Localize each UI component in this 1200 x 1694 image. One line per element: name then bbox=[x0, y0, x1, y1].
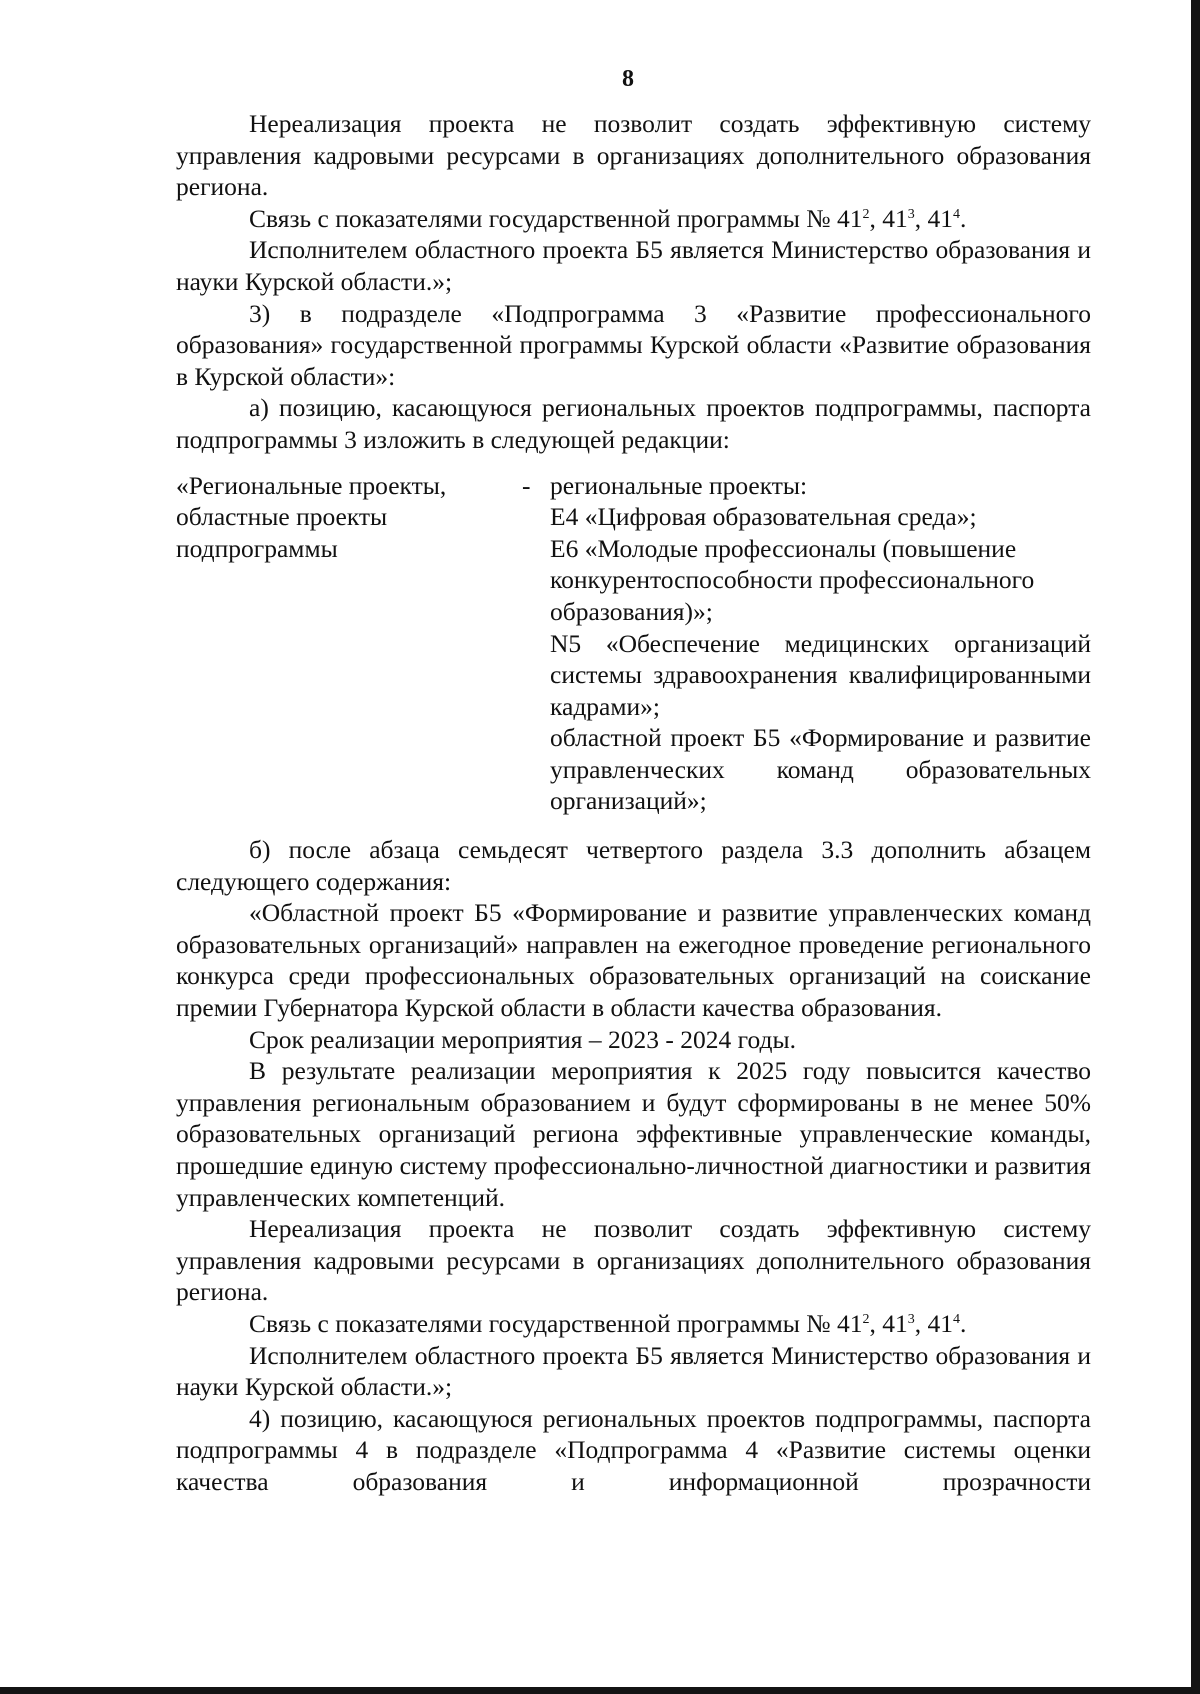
indicators-text: , 41 bbox=[914, 203, 954, 233]
passport-dash: - bbox=[522, 470, 531, 500]
paragraph-nonimplementation: Нереализация проекта не позволит создать эффективную систему управления кадровыми ресурсами в организациях дополнительного образования региона. bbox=[176, 109, 1091, 202]
superscript: 2 bbox=[862, 206, 870, 222]
paragraph-executor-2: Исполнителем областного проекта Б5 является Министерство образования и науки Курской области.»; bbox=[176, 1340, 1091, 1402]
indicators-text: Связь с показателями государственной программы № 41 bbox=[249, 203, 863, 233]
indicators-text: , 41 bbox=[869, 203, 908, 233]
paragraph-nonimplementation-2: Нереализация проекта не позволит создать эффективную систему управления кадровыми ресурсами в организациях дополнительного образования региона. bbox=[176, 1214, 1091, 1307]
passport-line: Е6 «Молодые профессионалы (повышение конкурентоспособности профессионального образования)»; bbox=[550, 533, 1035, 626]
paragraph-project-b5: «Областной проект Б5 «Формирование и развитие управленческих команд образовательных организаций» направлен на ежегодное проведение регионального конкурса среди профессиональных образовательных организаций на соискание премии Губернатора Курской области в области качества образования. bbox=[176, 898, 1091, 1023]
superscript: 4 bbox=[953, 1311, 961, 1327]
paragraph-item-4: 4) позицию, касающуюся региональных проектов подпрограммы, паспорта подпрограммы 4 в подразделе «Подпрограмма 4 «Развитие системы оценки качества образования и информационной прозрачности bbox=[176, 1403, 1091, 1496]
paragraph-item-b: б) после абзаца семьдесят четвертого раздела 3.3 дополнить абзацем следующего содержания: bbox=[176, 835, 1091, 896]
scan-right-edge bbox=[1191, 0, 1200, 1694]
paragraph-result: В результате реализации мероприятия к 2025 году повысится качество управления региональным образованием и будут сформированы в не менее 50% образовательных организаций региона эффективные управленческие команды, прошедшие единую систему профессионально-личностной диагностики и развития управленческих компетенций. bbox=[176, 1056, 1091, 1212]
paragraph-deadline: Срок реализации мероприятия – 2023 - 2024 годы. bbox=[249, 1024, 796, 1054]
indicators-text: , 41 bbox=[869, 1308, 908, 1338]
passport-line: областной проект Б5 «Формирование и развитие управленческих команд образовательных организаций»; bbox=[550, 723, 1091, 816]
passport-left-cell: «Региональные проекты, областные проекты подпрограммы bbox=[176, 470, 447, 563]
superscript: 3 bbox=[907, 1311, 915, 1327]
passport-right-cell bbox=[550, 470, 1091, 818]
passport-line: Е4 «Цифровая образовательная среда»; bbox=[550, 502, 977, 532]
indicators-text: . bbox=[960, 203, 967, 233]
indicators-text: Связь с показателями государственной программы № 41 bbox=[249, 1308, 863, 1338]
indicators-text: , 41 bbox=[914, 1308, 954, 1338]
page-number: 8 bbox=[622, 66, 634, 92]
passport-table bbox=[176, 470, 1091, 818]
superscript: 4 bbox=[953, 206, 961, 222]
superscript: 2 bbox=[862, 1311, 870, 1327]
passport-line: N5 «Обеспечение медицинских организаций системы здравоохранения квалифицированными кадрами»; bbox=[550, 628, 1091, 721]
paragraph-executor: Исполнителем областного проекта Б5 является Министерство образования и науки Курской области.»; bbox=[176, 235, 1091, 296]
paragraph-indicators bbox=[176, 203, 1091, 235]
paragraph-item-a: а) позицию, касающуюся региональных проектов подпрограммы, паспорта подпрограммы 3 изложить в следующей редакции: bbox=[176, 393, 1091, 454]
paragraph-indicators-2 bbox=[176, 1308, 1091, 1340]
indicators-text: . bbox=[960, 1308, 967, 1338]
paragraph-item-3: 3) в подразделе «Подпрограмма 3 «Развитие профессионального образования» государственной программы Курской области «Развитие образования в Курской области»: bbox=[176, 298, 1091, 391]
scan-bottom-edge bbox=[0, 1687, 1200, 1694]
superscript: 3 bbox=[907, 206, 915, 222]
passport-line: региональные проекты: bbox=[550, 470, 808, 500]
document-body bbox=[176, 108, 1091, 1498]
